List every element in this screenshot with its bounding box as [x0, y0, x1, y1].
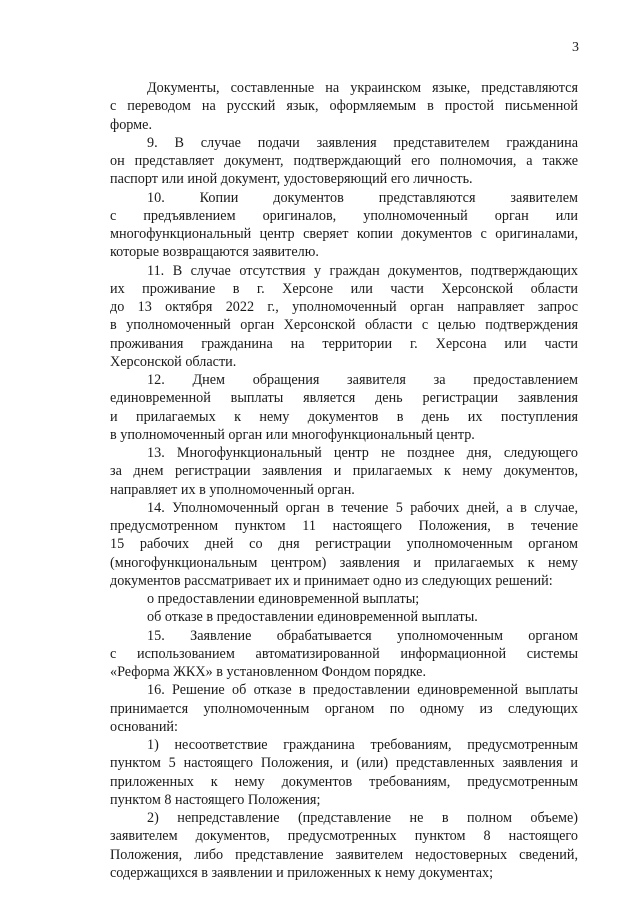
text-line: 9. В случае подачи заявления представителем гражданина [147, 134, 578, 151]
text-line: о предоставлении единовременной выплаты; [147, 591, 420, 607]
text-line: 1) несоответствие гражданина требованиям, предусмотренным [147, 737, 578, 753]
text-line: Херсонской области. [110, 353, 237, 370]
text-line: 11. В случае отсутствия у граждан документов, подтверждающих [147, 262, 578, 279]
text-line: и прилагаемых к нему документов в день их поступления [110, 408, 578, 425]
text-line: которые возвращаются заявителю. [110, 244, 319, 261]
text-line: приложенных к нему документов требованиям, предусмотренным [110, 773, 578, 790]
text-line: содержащихся в заявлении и приложенных к нему документах; [110, 864, 494, 881]
text-line: 10. Копии документов представляются заявителем [147, 189, 578, 206]
text-line: 16. Решение об отказе в предоставлении единовременной выплаты [147, 682, 578, 699]
text-line: документов рассматривает их и принимает одно из следующих решений: [110, 572, 553, 589]
text-line: проживания гражданина на территории г. Херсона или части [110, 335, 578, 352]
text-line: заявителем документов, предусмотренных пунктом 8 настоящего [110, 828, 578, 845]
text-line: 14. Уполномоченный орган в течение 5 рабочих дней, а в случае, [147, 499, 578, 516]
text-line: 2) непредставление (представление не в полном объеме) [147, 810, 578, 826]
text-line: с предъявлением оригиналов, уполномоченный орган или [110, 207, 578, 224]
page-number: 3 [572, 40, 579, 55]
text-line: с использованием автоматизированной информационной системы [110, 645, 578, 662]
text-line: оснований: [110, 718, 178, 735]
text-line: направляет их в уполномоченный орган. [110, 481, 355, 498]
text-line: пунктом 5 настоящего Положения, и (или) представленных заявления и [110, 755, 578, 772]
text-line: их проживание в г. Херсоне или части Херсонской области [110, 280, 578, 297]
text-line: единовременной выплаты является день регистрации заявления [110, 390, 578, 407]
text-line: он представляет документ, подтверждающий его полномочия, а также [110, 153, 578, 169]
document-body [110, 79, 578, 882]
text-line: многофункциональный центр сверяет копии документов с оригиналами, [110, 226, 578, 242]
text-line: 12. Днем обращения заявителя за предоставлением [147, 372, 578, 388]
text-line: об отказе в предоставлении единовременной выплаты. [147, 609, 478, 626]
text-line: пунктом 8 настоящего Положения; [110, 791, 321, 808]
text-line: за днем регистрации заявления и прилагаемых к нему документов, [110, 463, 578, 480]
text-line: форме. [110, 116, 152, 133]
text-line: 13. Многофункциональный центр не позднее дня, следующего [147, 445, 578, 461]
text-line: принимается уполномоченным органом по одному из следующих [110, 700, 578, 717]
text-line: в уполномоченный орган или многофункциональный центр. [110, 426, 475, 443]
text-line: (многофункциональным центром) заявления и прилагаемых к нему [110, 554, 578, 571]
text-line: 15 рабочих дней со дня регистрации уполномоченным органом [110, 536, 578, 553]
text-line: «Реформа ЖКХ» в установленном Фондом порядке. [110, 664, 427, 680]
text-line: паспорт или иной документ, удостоверяющий его личность. [110, 171, 473, 188]
text-line: с переводом на русский язык, оформляемым в простой письменной [110, 98, 578, 115]
text-line: Положения, либо представление заявителем недостоверных сведений, [110, 846, 578, 863]
text-line: в уполномоченный орган Херсонской области с целью подтверждения [110, 317, 578, 334]
text-line: 15. Заявление обрабатывается уполномоченным органом [147, 627, 578, 644]
text-line: до 13 октября 2022 г., уполномоченный орган направляет запрос [110, 299, 578, 315]
text-line: Документы, составленные на украинском языке, представляются [147, 80, 578, 96]
text-line: предусмотренном пунктом 11 настоящего Положения, в течение [110, 518, 578, 534]
